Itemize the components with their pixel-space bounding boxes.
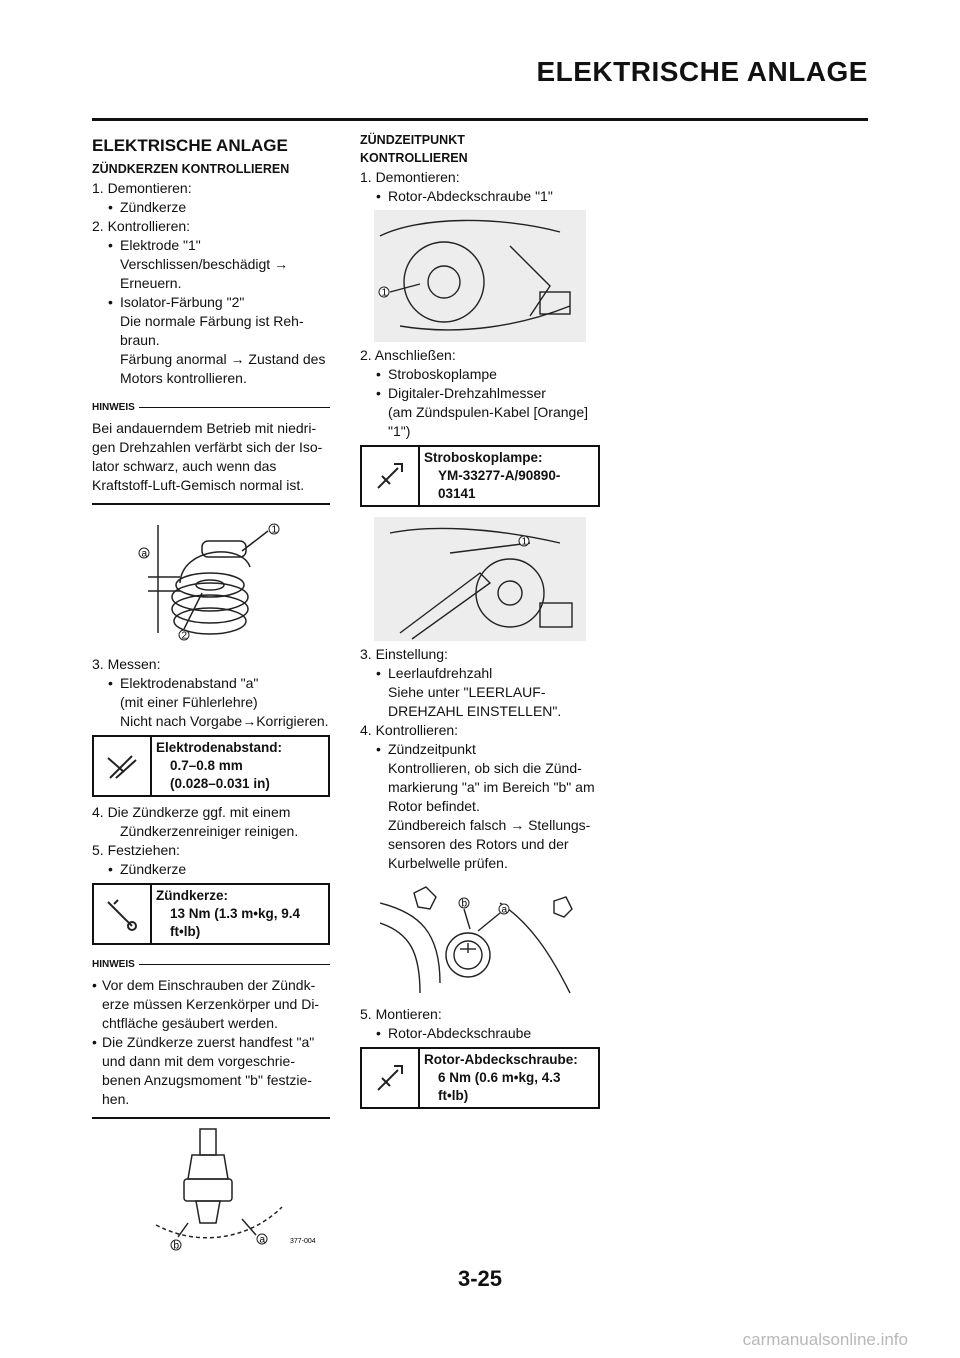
section-title: ELEKTRISCHE ANLAGE [92, 136, 288, 155]
spec-box-spark-plug [92, 883, 330, 945]
spec-title: Zündkerze: [156, 888, 229, 903]
step-2-text: Färbung anormal → Zustand des [120, 351, 326, 367]
figure-label-b: b [461, 898, 468, 910]
note-label: HINWEIS [92, 955, 330, 974]
figure-label-1: 1 [381, 287, 388, 299]
step-1: 1. Demontieren: [92, 180, 192, 196]
step-3-text: Nicht nach Vorgabe→Korrigieren. [120, 713, 329, 729]
page-number: 3-25 [457, 1266, 503, 1291]
figure-label-a: a [141, 548, 148, 560]
step-5: 5. Festziehen: [92, 842, 180, 858]
section-title: ZÜNDZEITPUNKT [360, 133, 465, 147]
spec-title: Elektrodenabstand: [156, 740, 283, 755]
step-3-text: (mit einer Fühlerlehre) [120, 694, 258, 710]
spec-value: ft•lb) [438, 1088, 469, 1103]
torque-wrench-icon [362, 1049, 420, 1107]
figure-label-b: b [173, 1240, 180, 1252]
spec-box-timing-light [360, 445, 600, 507]
spec-box-electrode-gap [92, 735, 330, 797]
spec-box-rotor-cover-bolt [360, 1047, 600, 1109]
step-5-bullet: • Rotor-Abdeckschraube [368, 1024, 600, 1043]
timing-light-connection-figure [360, 513, 600, 645]
figure-label-1: 1 [521, 536, 528, 548]
step-4-text: Rotor befindet. [388, 798, 480, 814]
step-4-text: Kontrollieren, ob sich die Zünd- [388, 760, 582, 776]
step-3-text: Siehe unter "LEERLAUF- [388, 684, 546, 700]
step-3-bullet: • Elektrodenabstand "a" [100, 674, 330, 693]
spec-value: 13 Nm (1.3 m•kg, 9.4 [170, 906, 301, 921]
spec-title: Rotor-Abdeckschraube: [424, 1052, 578, 1067]
step-3: 3. Messen: [92, 656, 161, 672]
figure-label-a: a [501, 904, 508, 916]
spec-value: 6 Nm (0.6 m•kg, 4.3 [438, 1070, 561, 1085]
step-4: 4. Die Zündkerze ggf. mit einem [92, 804, 291, 820]
step-2-bullet-2: • Isolator-Färbung "2" [100, 293, 330, 312]
step-2: 2. Kontrollieren: [92, 218, 191, 234]
step-2-bullet-1: • Stroboskoplampe [368, 365, 600, 384]
spec-value: (0.028–0.031 in) [170, 776, 270, 791]
spec-value: ft•lb) [170, 924, 201, 939]
step-2: 2. Anschließen: [360, 347, 456, 363]
step-2-text: "1") [388, 423, 411, 439]
page-header-title: ELEKTRISCHE ANLAGE [536, 56, 868, 87]
header-rule [92, 118, 868, 121]
step-2-text: braun. [120, 332, 160, 348]
step-4-text: Kurbelwelle prüfen. [388, 855, 508, 871]
step-2-bullet-1: • Elektrode "1" [100, 236, 330, 255]
step-2-text: Die normale Färbung ist Reh- [120, 313, 304, 329]
section-title: KONTROLLIEREN [360, 151, 468, 165]
step-3-text: DREHZAHL EINSTELLEN". [388, 703, 562, 719]
figure-label-a: a [259, 1234, 266, 1246]
spec-title: Stroboskoplampe: [424, 450, 543, 465]
step-3: 3. Einstellung: [360, 646, 448, 662]
step-4-text: Zündbereich falsch → Stellungs- [388, 817, 591, 833]
torque-wrench-icon [94, 885, 152, 943]
special-tool-icon [362, 447, 420, 505]
step-4-text: sensoren des Rotors und der [388, 836, 569, 852]
arrow-icon: → [274, 256, 289, 272]
step-4-text: markierung "a" im Bereich "b" am [388, 779, 595, 795]
arrow-icon: → [230, 351, 245, 367]
step-3-bullet: • Leerlaufdrehzahl [368, 664, 600, 683]
right-column [360, 132, 600, 1115]
subsection-title: ZÜNDKERZEN KONTROLLIEREN [92, 162, 290, 176]
note-label: HINWEIS [92, 398, 330, 417]
figure-label-2: 2 [181, 630, 188, 642]
arrow-icon: → [510, 817, 525, 833]
left-column [92, 132, 330, 1255]
step-5-bullet: • Zündkerze [100, 860, 330, 879]
figure-label-1: 1 [271, 524, 278, 536]
step-4: 4. Kontrollieren: [360, 722, 459, 738]
step-5: 5. Montieren: [360, 1006, 442, 1022]
step-2-bullet-2: • Digitaler-Drehzahlmesser [368, 384, 600, 403]
arrow-icon: → [242, 713, 257, 729]
note-text: Bei andauerndem Betrieb mit niedri- gen Drehzahlen verfärbt sich der Iso- lator schwarz, auch wenn das Kraftstoff-Luft-Gemisch normal ist. [92, 420, 323, 493]
spec-value: YM-33277-A/90890- [438, 468, 561, 483]
spark-plug-torque-figure [92, 1119, 330, 1255]
step-4-bullet: • Zündzeitpunkt [368, 740, 600, 759]
step-2-text: Motors kontrollieren. [120, 370, 247, 386]
step-2-text: (am Zündspulen-Kabel [Orange] [388, 404, 588, 420]
step-1: 1. Demontieren: [360, 169, 460, 185]
step-4-text: Zündkerzenreiniger reinigen. [120, 823, 299, 839]
spec-value: 0.7–0.8 mm [170, 758, 243, 773]
footer-watermark-url[interactable]: carmanualsonline.info [742, 1330, 908, 1349]
step-2-text: Verschlissen/beschädigt → [120, 256, 289, 272]
rotor-cover-figure [360, 206, 600, 346]
figure-code: 377-004 [290, 1238, 316, 1245]
spec-value: 03141 [438, 486, 476, 501]
step-2-text: Erneuern. [120, 275, 182, 291]
note-text: • Vor dem Einschrauben der Zündk- erze müssen Kerzenkörper und Di- chtfläche gesäubert werden. • Die Zündkerze zuerst handfest "a" und dann mit dem vorgeschrie- benen Anzugsmoment "b" festzie- hen. [92, 976, 330, 1109]
spark-plug-gap-figure [92, 505, 330, 655]
step-1-bullet: • Rotor-Abdeckschraube "1" [368, 187, 600, 206]
feeler-gauge-icon [94, 737, 152, 795]
timing-mark-figure [360, 873, 600, 1005]
step-1-bullet: • Zündkerze [100, 198, 330, 217]
